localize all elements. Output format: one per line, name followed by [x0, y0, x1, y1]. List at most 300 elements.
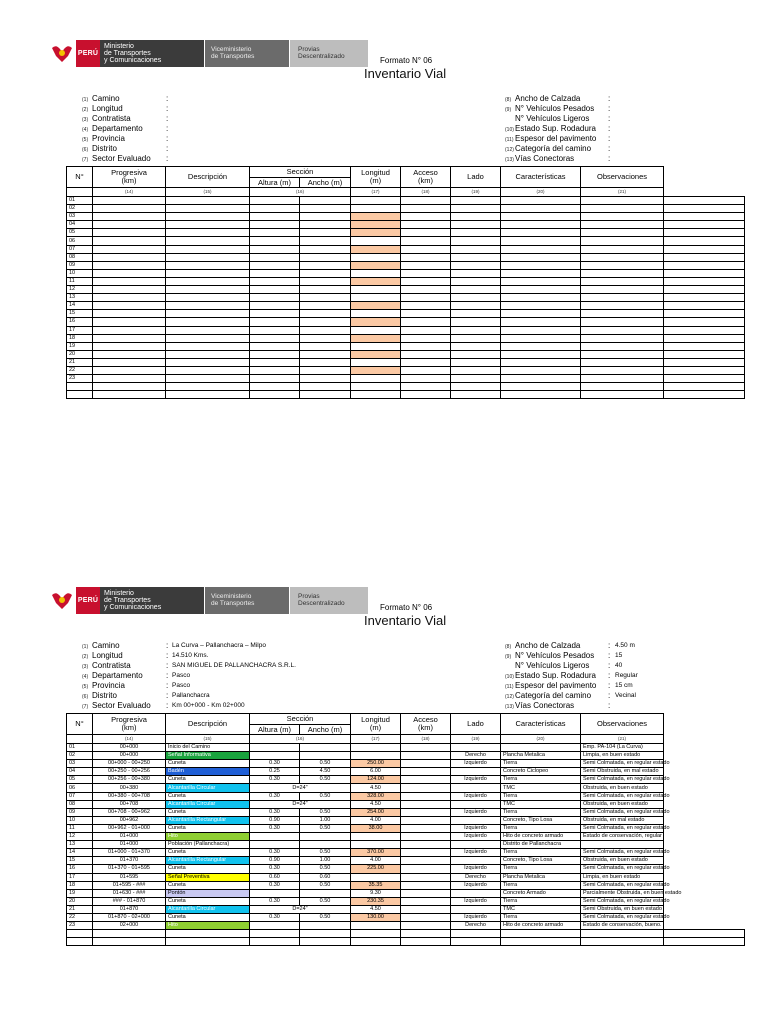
- table-cell: TMC: [501, 800, 581, 808]
- table-cell: Hito de concreto armado: [501, 922, 581, 930]
- table-cell: [300, 229, 351, 237]
- table-cell: [401, 792, 451, 800]
- table-cell: [166, 213, 250, 221]
- code-row: [67, 735, 745, 744]
- column-header: Sección: [250, 167, 351, 178]
- header-line: (m): [369, 723, 382, 732]
- table-cell: [401, 391, 451, 399]
- table-cell: [300, 342, 351, 350]
- table-cell: [166, 326, 250, 334]
- field-colon: :: [166, 681, 169, 690]
- table-cell: [250, 889, 300, 897]
- table-cell: 13: [67, 294, 93, 302]
- field-number: (12): [505, 694, 514, 700]
- table-cell: [93, 358, 166, 366]
- field-colon: :: [166, 134, 169, 143]
- table-cell: [581, 930, 664, 938]
- table-cell: [93, 197, 166, 205]
- field-colon: :: [608, 144, 611, 153]
- table-cell: [250, 334, 300, 342]
- table-cell: [351, 366, 401, 374]
- table-cell: 14: [67, 302, 93, 310]
- table-cell: Semi Colmatada, en regular estado: [581, 760, 664, 768]
- field-colon: :: [608, 651, 611, 660]
- table-cell: [93, 383, 166, 391]
- table-cell: 09: [67, 261, 93, 269]
- table-cell: [166, 197, 250, 205]
- table-row: [67, 808, 745, 816]
- table-cell: [451, 221, 501, 229]
- table-cell: Cuneta: [166, 808, 250, 816]
- header-line: Longitud: [361, 168, 390, 177]
- info-row: [82, 114, 382, 124]
- field-value: La Curva – Pallanchacra – Milpo: [172, 642, 266, 649]
- info-left: [82, 94, 382, 164]
- field-number: (6): [82, 694, 89, 700]
- table-cell: [401, 375, 451, 383]
- table-cell: [166, 358, 250, 366]
- table-cell: TMC: [501, 905, 581, 913]
- table-cell: [351, 318, 401, 326]
- info-right: [505, 94, 745, 164]
- column-header: (15): [166, 735, 250, 744]
- table-row: [67, 318, 745, 326]
- field-value: 40: [615, 662, 623, 669]
- page-title: Inventario Vial: [364, 613, 447, 628]
- table-row: [67, 922, 745, 930]
- table-cell: [401, 294, 451, 302]
- table-cell: [451, 366, 501, 374]
- table-cell: [351, 391, 401, 399]
- field-value: 15: [615, 652, 623, 659]
- table-cell: Semi Colmatada, en regular estado: [581, 792, 664, 800]
- table-cell: 00+000: [93, 752, 166, 760]
- table-cell: 12: [67, 833, 93, 841]
- table-row: [67, 237, 745, 245]
- field-number: (9): [505, 107, 512, 113]
- column-header: (19): [451, 735, 501, 744]
- table-cell: [401, 808, 451, 816]
- table-cell: [351, 213, 401, 221]
- table-row: [67, 213, 745, 221]
- table-cell: Cuneta: [166, 776, 250, 784]
- table-cell: [451, 205, 501, 213]
- table-cell: [451, 253, 501, 261]
- table-cell: [250, 930, 300, 938]
- table-cell: Alcantarilla Circular: [166, 784, 250, 792]
- field-number: (2): [82, 107, 89, 113]
- field-value: 14.510 Kms.: [172, 652, 209, 659]
- table-cell: [351, 277, 401, 285]
- table-cell: [351, 358, 401, 366]
- column-header: Características: [501, 714, 581, 735]
- info-row: [82, 651, 382, 661]
- table-cell: Cuneta: [166, 913, 250, 921]
- table-row: [67, 889, 745, 897]
- table-cell: [451, 229, 501, 237]
- field-value: 15 cm: [615, 682, 633, 689]
- field-colon: :: [608, 701, 611, 710]
- table-cell: Izquierdo: [451, 776, 501, 784]
- table-cell: 00+380: [93, 784, 166, 792]
- table-cell: Izquierdo: [451, 833, 501, 841]
- table-cell: 0.50: [300, 760, 351, 768]
- table-cell: [93, 294, 166, 302]
- table-cell: [581, 350, 664, 358]
- table-cell: Izquierdo: [451, 881, 501, 889]
- table-cell: [501, 350, 581, 358]
- field-number: (8): [505, 644, 512, 650]
- table-cell: 0.30: [250, 913, 300, 921]
- table-cell: 10: [67, 816, 93, 824]
- table-cell: Tierra: [501, 913, 581, 921]
- table-cell: [93, 286, 166, 294]
- field-label: Distrito: [92, 144, 117, 153]
- table-cell: [166, 342, 250, 350]
- table-cell: [664, 277, 745, 285]
- ministerio-block: Ministerio de Transportes y Comunicaciones: [100, 40, 204, 67]
- table-cell: [501, 277, 581, 285]
- table-cell: Cuneta: [166, 792, 250, 800]
- table-cell: [166, 350, 250, 358]
- table-cell: [351, 833, 401, 841]
- table-row: [67, 930, 745, 938]
- header-row: [67, 167, 745, 178]
- table-cell: 38.00: [351, 824, 401, 832]
- table-cell: [501, 334, 581, 342]
- table-cell: 9.30: [351, 889, 401, 897]
- field-colon: :: [166, 661, 169, 670]
- column-header: [67, 188, 93, 197]
- column-header: Sección: [250, 714, 351, 725]
- table-cell: [581, 294, 664, 302]
- table-cell: 1.00: [300, 857, 351, 865]
- table-cell: [664, 342, 745, 350]
- table-cell: [300, 334, 351, 342]
- table-row: [67, 326, 745, 334]
- ministerio-block: Ministerio de Transportes y Comunicaciones: [100, 587, 204, 614]
- table-cell: Semi Colmatada, en regular estado: [581, 913, 664, 921]
- table-cell: [250, 833, 300, 841]
- info-row: [82, 134, 382, 144]
- table-cell: 01+000 - 01+370: [93, 849, 166, 857]
- table-cell: [250, 375, 300, 383]
- table-cell: 21: [67, 358, 93, 366]
- table-cell: [93, 334, 166, 342]
- table-row: [67, 897, 745, 905]
- table-cell: Concreto Armado: [501, 889, 581, 897]
- table-cell: [250, 197, 300, 205]
- table-cell: [300, 294, 351, 302]
- field-label: Camino: [92, 641, 120, 650]
- column-header: [93, 167, 166, 188]
- table-cell: [401, 776, 451, 784]
- table-cell: [300, 889, 351, 897]
- table-cell: [664, 237, 745, 245]
- table-cell: [664, 229, 745, 237]
- field-number: (5): [82, 684, 89, 690]
- table-cell: 0.50: [300, 808, 351, 816]
- table-row: [67, 302, 745, 310]
- table-cell: [664, 375, 745, 383]
- table-cell: [300, 253, 351, 261]
- table-cell: 07: [67, 245, 93, 253]
- table-cell: [351, 326, 401, 334]
- table-cell: Emp. PA-104 (La Curva): [581, 744, 664, 752]
- field-value: SAN MIGUEL DE PALLANCHACRA S.R.L.: [172, 662, 296, 669]
- table-cell: [501, 294, 581, 302]
- table-row: [67, 286, 745, 294]
- column-header: Observaciones: [581, 714, 664, 735]
- table-cell: [166, 245, 250, 253]
- table-cell: 130.00: [351, 913, 401, 921]
- table-cell: [581, 213, 664, 221]
- table-cell: Izquierdo: [451, 760, 501, 768]
- table-row: [67, 350, 745, 358]
- field-label: Distrito: [92, 691, 117, 700]
- table-cell: 0.50: [300, 865, 351, 873]
- table-cell: Concreto, Tipo Losa: [501, 816, 581, 824]
- table-cell: 4.50: [300, 768, 351, 776]
- table-cell: [451, 245, 501, 253]
- table-cell: [501, 269, 581, 277]
- table-cell: [451, 261, 501, 269]
- table-cell: [250, 221, 300, 229]
- field-label: Longitud: [92, 651, 123, 660]
- table-cell: [451, 889, 501, 897]
- table-row: [67, 768, 745, 776]
- table-cell: Tierra: [501, 897, 581, 905]
- table-cell: 370.00: [351, 849, 401, 857]
- table-cell: [93, 342, 166, 350]
- table-cell: [581, 277, 664, 285]
- field-number: (6): [82, 147, 89, 153]
- field-label: N° Vehículos Pesados: [515, 651, 595, 660]
- field-colon: :: [608, 114, 611, 123]
- field-value: 4.50 m: [615, 642, 635, 649]
- column-header: [351, 714, 401, 735]
- field-colon: :: [608, 641, 611, 650]
- table-cell: [351, 383, 401, 391]
- table-cell: [451, 857, 501, 865]
- table-cell: Semi Colmatada, en regular estado: [581, 849, 664, 857]
- table-cell: [451, 905, 501, 913]
- table-cell: [401, 213, 451, 221]
- table-cell: 0.50: [300, 792, 351, 800]
- column-header: Ancho (m): [300, 178, 351, 188]
- column-header: [93, 714, 166, 735]
- table-cell: 01+870: [93, 905, 166, 913]
- table-cell: [581, 221, 664, 229]
- table-cell: [451, 784, 501, 792]
- table-cell: [93, 302, 166, 310]
- table-cell: [250, 286, 300, 294]
- info-row: [505, 691, 745, 701]
- field-number: (1): [82, 644, 89, 650]
- table-row: [67, 221, 745, 229]
- table-cell: [300, 744, 351, 752]
- field-number: (13): [505, 157, 514, 163]
- table-cell: [300, 318, 351, 326]
- table-row: [67, 873, 745, 881]
- header-line: (km): [418, 723, 433, 732]
- field-value: Vecinal: [615, 692, 636, 699]
- field-number: (11): [505, 137, 514, 143]
- field-label: Sector Evaluado: [92, 154, 151, 163]
- table-cell: [664, 197, 745, 205]
- table-cell: 00+250 - 00+256: [93, 768, 166, 776]
- info-row: [505, 144, 745, 154]
- table-cell: 19: [67, 889, 93, 897]
- table-cell: [300, 237, 351, 245]
- field-label: Longitud: [92, 104, 123, 113]
- table-cell: 04: [67, 221, 93, 229]
- table-cell: [501, 253, 581, 261]
- field-number: (3): [82, 664, 89, 670]
- table-cell: [300, 205, 351, 213]
- table-cell: [351, 294, 401, 302]
- field-number: (5): [82, 137, 89, 143]
- table-row: [67, 310, 745, 318]
- table-cell: [401, 237, 451, 245]
- table-cell: [401, 768, 451, 776]
- table-row: [67, 269, 745, 277]
- header-line: Acceso: [413, 168, 438, 177]
- table-cell: [664, 261, 745, 269]
- table-cell: [250, 302, 300, 310]
- column-header: Características: [501, 167, 581, 188]
- table-cell: [401, 752, 451, 760]
- field-label: Departamento: [92, 671, 143, 680]
- field-label: Contratista: [92, 661, 131, 670]
- field-value: Pasco: [172, 672, 191, 679]
- info-row: [82, 641, 382, 651]
- table-cell: [664, 269, 745, 277]
- table-cell: [401, 383, 451, 391]
- table-cell: [351, 221, 401, 229]
- info-row: [505, 94, 745, 104]
- table-cell: [250, 237, 300, 245]
- table-cell: [401, 286, 451, 294]
- field-colon: :: [608, 154, 611, 163]
- field-label: Sector Evaluado: [92, 701, 151, 710]
- table-cell: 328.00: [351, 792, 401, 800]
- table-cell: [300, 310, 351, 318]
- table-cell: 15: [67, 857, 93, 865]
- table-cell: [451, 334, 501, 342]
- table-cell: [401, 938, 451, 946]
- table-cell: Estado de conservación, bueno.: [581, 922, 664, 930]
- table-cell: [300, 833, 351, 841]
- table-cell: [501, 744, 581, 752]
- table-cell: [501, 358, 581, 366]
- header-line: Progresiva: [111, 168, 147, 177]
- table-cell: [664, 930, 745, 938]
- table-cell: 16: [67, 865, 93, 873]
- table-cell: [300, 391, 351, 399]
- table-cell: [93, 375, 166, 383]
- viceministerio-block: Viceministerio de Transportes: [205, 587, 289, 614]
- table-cell: [664, 213, 745, 221]
- table-cell: 17: [67, 873, 93, 881]
- info-row: [505, 104, 745, 114]
- table-cell: 22: [67, 913, 93, 921]
- table-cell: Cuneta: [166, 824, 250, 832]
- field-label: Estado Sup. Rodadura: [515, 124, 596, 133]
- table-cell: [250, 938, 300, 946]
- table-row: [67, 760, 745, 768]
- table-cell: [351, 375, 401, 383]
- table-row: [67, 391, 745, 399]
- table-cell: [67, 391, 93, 399]
- table-cell: 23: [67, 922, 93, 930]
- table-cell: [351, 334, 401, 342]
- table-cell: Tierra: [501, 792, 581, 800]
- table-cell: [581, 938, 664, 946]
- table-cell: [166, 269, 250, 277]
- field-colon: :: [608, 681, 611, 690]
- info-right: [505, 641, 745, 711]
- table-cell: [300, 366, 351, 374]
- table-cell: 01: [67, 744, 93, 752]
- column-header: (20): [501, 735, 581, 744]
- table-cell: [93, 253, 166, 261]
- column-header: (16): [250, 735, 351, 744]
- table-cell: [581, 383, 664, 391]
- column-header: (18): [401, 735, 451, 744]
- table-cell: [451, 237, 501, 245]
- header-banner: [50, 587, 368, 614]
- table-cell: [664, 938, 745, 946]
- table-cell: Derecho: [451, 873, 501, 881]
- table-cell: [451, 816, 501, 824]
- table-cell: [451, 744, 501, 752]
- table-cell: [166, 261, 250, 269]
- table-cell: [581, 237, 664, 245]
- table-cell: [501, 237, 581, 245]
- inventory-table-filled: [66, 713, 745, 946]
- table-cell: 0.30: [250, 824, 300, 832]
- table-cell: Concreto Ciclopeo: [501, 768, 581, 776]
- column-header: (21): [581, 188, 664, 197]
- table-cell: 00+000 - 00+250: [93, 760, 166, 768]
- table-cell: [93, 213, 166, 221]
- table-cell: Tierra: [501, 776, 581, 784]
- field-label: N° Vehículos Ligeros: [515, 661, 590, 670]
- table-cell: [351, 938, 401, 946]
- column-header: N°: [67, 714, 93, 735]
- table-cell: [501, 197, 581, 205]
- table-cell: [581, 375, 664, 383]
- field-colon: :: [608, 124, 611, 133]
- field-label: Vías Conectoras: [515, 701, 575, 710]
- table-cell: [300, 286, 351, 294]
- table-cell: Semi Colmatada, en regular estado: [581, 897, 664, 905]
- column-header: (21): [581, 735, 664, 744]
- table-cell: 0.30: [250, 760, 300, 768]
- table-cell: [166, 391, 250, 399]
- table-cell: [501, 318, 581, 326]
- column-header: (14): [93, 188, 166, 197]
- table-cell: Obstruida, en buen estado: [581, 857, 664, 865]
- table-cell: [501, 302, 581, 310]
- column-header: (16): [250, 188, 351, 197]
- table-cell: [501, 213, 581, 221]
- table-cell: [166, 286, 250, 294]
- table-cell: [451, 375, 501, 383]
- column-header: (19): [451, 188, 501, 197]
- table-cell: [401, 358, 451, 366]
